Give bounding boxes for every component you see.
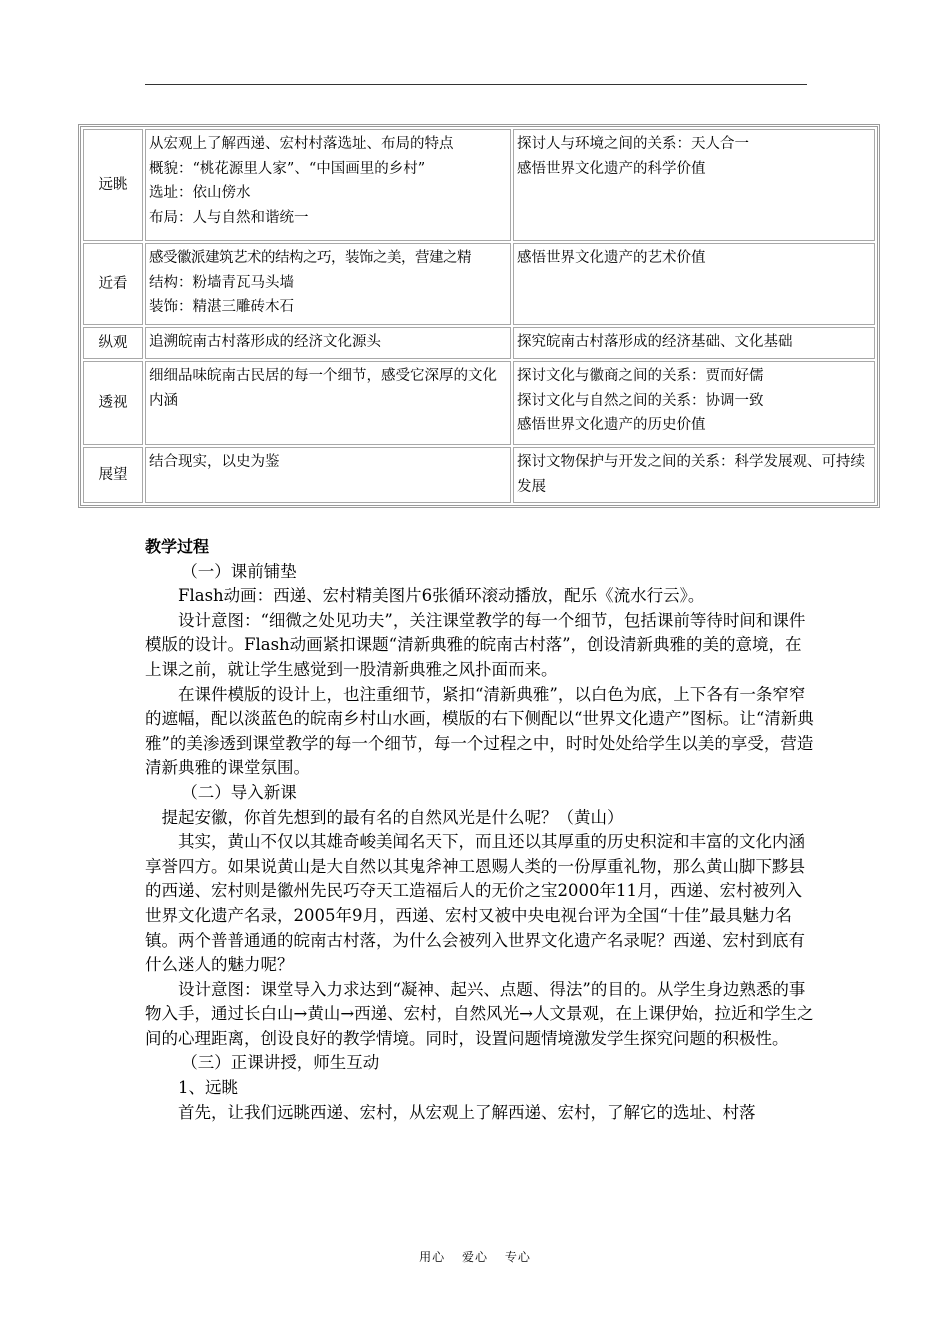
paragraph: 设计意图：课堂导入力求达到“凝神、起兴、点题、得法”的目的。从学生身边熟悉的事物入手，通过长白山→黄山→西递、宏村，自然风光→人文景观，在上课伊始，拉近和学生之间的心理距离，创设良好的教学情境。同时，设置问题情境激发学生探究问题的积极性。 <box>145 979 814 1048</box>
cell-line: 感悟世界文化遗产的艺术价值 <box>517 250 706 266</box>
row-content <box>145 447 511 503</box>
paragraph: 提起安徽，你首先想到的最有名的自然风光是什么呢？（黄山） <box>161 807 624 827</box>
cell-line: 概貌：“桃花源里人家”、“中国画里的乡村” <box>149 160 426 177</box>
row-label: 纵观 <box>83 327 143 359</box>
footer-text: 用心 <box>419 1250 446 1264</box>
page-footer <box>0 1248 950 1265</box>
paragraph: 在课件模版的设计上，也注重细节，紧扣“清新典雅”，以白色为底，上下各有一条窄窄的遮幅，配以淡蓝色的皖南乡村山水画，模版的右下侧配以“世界文化遗产”图标。让“清新典雅”的美渗透到课堂教学的每一个细节，每一个过程之中，时时处处给学生以美的享受，营造清新典雅的课堂氛围。 <box>145 684 814 778</box>
cell-line: 感受徽派建筑艺术的结构之巧，装饰之美，营建之精 <box>149 250 471 266</box>
row-label: 透视 <box>83 361 143 445</box>
paragraph: 其实，黄山不仅以其雄奇峻美闻名天下，而且还以其厚重的历史积淀和丰富的文化内涵享誉四方。如果说黄山是大自然以其鬼斧神工恩赐人类的一份厚重礼物，那么黄山脚下黟县的西递、宏村则是徽州先民巧夺天工造福后人的无价之宝2000年11月，西递、宏村被列入世界文化遗产名录，2005年9月，西递、宏村又被中央电视台评为全国“十佳”最具魅力名镇。两个普普通通的皖南古村落，为什么会被列入世界文化遗产名录呢？西递、宏村到底有什么迷人的魅力呢？ <box>145 832 805 975</box>
table-row <box>83 361 875 445</box>
sub-heading: （二）导入新课 <box>181 782 297 802</box>
table-row <box>83 243 875 325</box>
table-row <box>83 447 875 503</box>
paragraph: Flash动画：西递、宏村精美图片6张循环滚动播放，配乐《流水行云》。 <box>178 586 705 606</box>
sub-heading: （一）课前铺垫 <box>181 561 297 581</box>
row-label: 远眺 <box>83 129 143 241</box>
row-goal <box>513 361 875 445</box>
row-goal <box>513 243 875 325</box>
footer-text: 专心 <box>504 1250 531 1264</box>
row-goal <box>513 129 875 241</box>
cell-line: 探讨文化与自然之间的关系：协调一致 <box>517 392 764 409</box>
row-goal <box>513 447 875 503</box>
cell-line: 探讨文化与徽商之间的关系：贾而好儒 <box>517 368 764 384</box>
cell-line: 探讨文物保护与开发之间的关系：科学发展观、可持续发展 <box>517 454 865 495</box>
sub-heading: 1、远眺 <box>178 1078 238 1098</box>
row-content <box>145 129 511 241</box>
cell-line: 装饰：精湛三雕砖木石 <box>149 299 294 315</box>
cell-line: 从宏观上了解西递、宏村村落选址、布局的特点 <box>149 136 454 152</box>
row-content <box>145 361 511 445</box>
cell-line: 追溯皖南古村落形成的经济文化源头 <box>149 334 381 350</box>
cell-line: 选址：依山傍水 <box>149 185 251 201</box>
cell-line: 结合现实，以史为鉴 <box>149 454 280 470</box>
footer-text: 爱心 <box>461 1250 488 1264</box>
row-label: 近看 <box>83 243 143 325</box>
overview-table <box>78 124 880 508</box>
table-row <box>83 129 875 241</box>
cell-line: 感悟世界文化遗产的历史价值 <box>517 417 706 433</box>
cell-line: 布局：人与自然和谐统一 <box>149 209 309 226</box>
paragraph: 设计意图：“细微之处见功夫”，关注课堂教学的每一个细节，包括课前等待时间和课件模版的设计。Flash动画紧扣课题“清新典雅的皖南古村落”，创设清新典雅的美的意境，在上课之前，就让学生感觉到一股清新典雅之风扑面而来。 <box>145 610 806 679</box>
cell-line: 感悟世界文化遗产的科学价值 <box>517 160 706 177</box>
row-content <box>145 327 511 359</box>
header-rule <box>145 84 807 85</box>
body-text <box>145 535 815 1125</box>
cell-line: 结构：粉墙青瓦马头墙 <box>149 274 294 291</box>
row-label: 展望 <box>83 447 143 503</box>
row-content <box>145 243 511 325</box>
cell-line: 探讨人与环境之间的关系：天人合一 <box>517 136 749 152</box>
section-heading: 教学过程 <box>145 537 210 556</box>
paragraph: 首先，让我们远眺西递、宏村，从宏观上了解西递、宏村，了解它的选址、村落 <box>178 1102 756 1122</box>
table-row <box>83 327 875 359</box>
cell-line: 细细品味皖南古民居的每一个细节，感受它深厚的文化内涵 <box>149 368 497 409</box>
row-goal <box>513 327 875 359</box>
cell-line: 探究皖南古村落形成的经济基础、文化基础 <box>517 334 793 350</box>
sub-heading: （三）正课讲授，师生互动 <box>181 1053 380 1073</box>
